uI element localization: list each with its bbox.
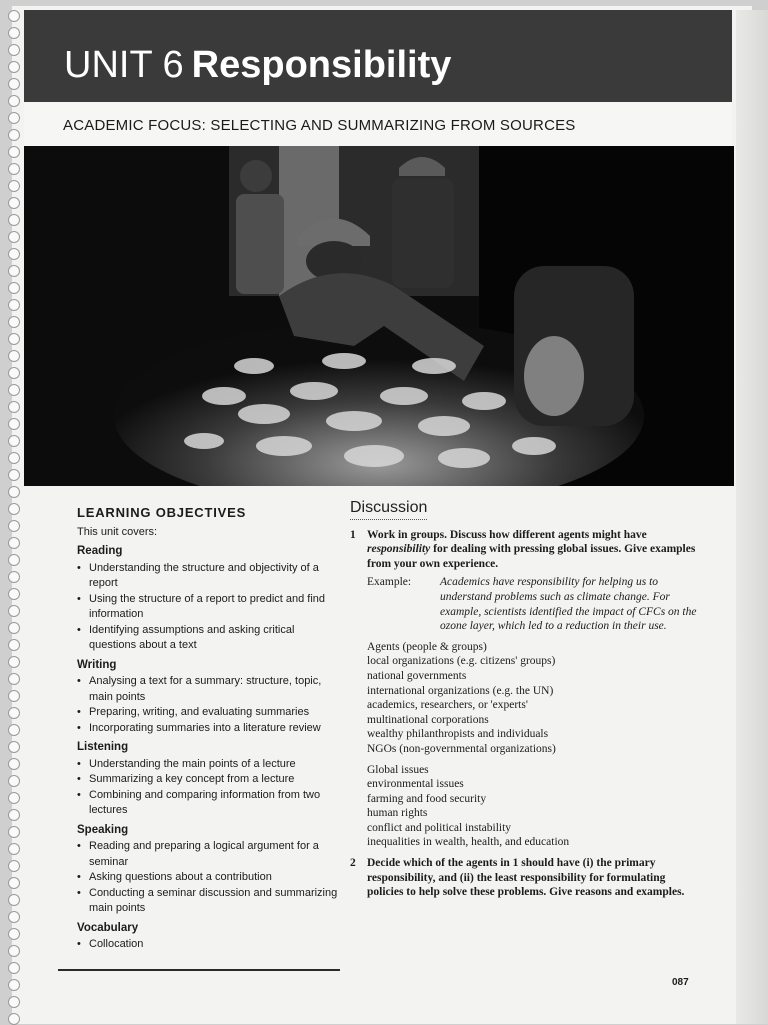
spiral-ring [8, 367, 20, 379]
section-title-reading: Reading [77, 545, 123, 557]
example-block [367, 575, 700, 633]
list-item: international organizations (e.g. the UN) [367, 684, 554, 697]
list-item: • Collocation [87, 937, 339, 953]
spiral-ring [8, 826, 20, 838]
divider [58, 969, 340, 971]
spiral-ring [8, 809, 20, 821]
spiral-ring [8, 112, 20, 124]
spiral-ring [8, 27, 20, 39]
spiral-ring [8, 707, 20, 719]
spiral-ring [8, 78, 20, 90]
spiral-ring [8, 656, 20, 668]
list-item: wealthy philanthropists and individuals [367, 728, 549, 741]
section-title-writing: Writing [77, 658, 117, 671]
page-number: 087 [672, 977, 689, 988]
discussion-section [350, 501, 700, 904]
learning-objectives [77, 505, 339, 953]
spiral-ring [8, 979, 20, 991]
spiral-ring [8, 214, 20, 226]
spiral-ring [8, 860, 20, 872]
spiral-binding [0, 0, 26, 1024]
list-item: environmental issues [367, 778, 464, 791]
spiral-ring [8, 877, 20, 889]
list-item: • Understanding the main points of a lecture [87, 757, 339, 773]
unit-label: UNIT 6 [64, 44, 184, 86]
task-1 [350, 528, 700, 572]
spiral-ring [8, 180, 20, 192]
task-number: 2 [350, 857, 356, 870]
spiral-ring [8, 146, 20, 158]
objectives-intro: This unit covers: [77, 525, 158, 538]
speaking-list [77, 839, 339, 917]
task-text-italic: responsibility [367, 543, 431, 556]
spiral-ring [8, 673, 20, 685]
spiral-ring [8, 486, 20, 498]
spiral-ring [8, 61, 20, 73]
spiral-ring [8, 792, 20, 804]
list-item: • Summarizing a key concept from a lecture [87, 772, 339, 788]
list-item: • Combining and comparing information from two lectures [87, 788, 339, 819]
spiral-ring [8, 333, 20, 345]
list-item: conflict and political instability [367, 821, 512, 834]
spiral-ring [8, 894, 20, 906]
list-item: NGOs (non-governmental organizations) [367, 742, 556, 755]
task-text: Decide which of the agents in 1 should have (i) the primary responsibility, and (ii) the least responsibility for formulating policies to help solve these problems. Give reasons and examples. [367, 857, 685, 899]
list-item: • Analysing a text for a summary: structure, topic, main points [87, 674, 339, 705]
spiral-ring [8, 95, 20, 107]
writing-list [77, 674, 339, 736]
spiral-ring [8, 282, 20, 294]
reading-list [77, 561, 339, 654]
list-item: academics, researchers, or 'experts' [367, 699, 528, 712]
spiral-ring [8, 520, 20, 532]
spiral-ring [8, 384, 20, 396]
spiral-ring [8, 197, 20, 209]
list-item: • Understanding the structure and objectivity of a report [87, 561, 339, 592]
discussion-heading: Discussion [350, 501, 427, 520]
list-item: • Identifying assumptions and asking critical questions about a text [87, 623, 339, 654]
list-item: • Incorporating summaries into a literature review [87, 721, 339, 737]
task-number: 1 [350, 528, 356, 541]
unit-name: Responsibility [191, 44, 452, 86]
spiral-ring [8, 928, 20, 940]
spiral-ring [8, 44, 20, 56]
issues-list [367, 763, 700, 851]
spiral-ring [8, 231, 20, 243]
spiral-ring [8, 299, 20, 311]
list-item: multinational corporations [367, 713, 489, 726]
spiral-ring [8, 690, 20, 702]
photo-illustration [24, 146, 734, 486]
listening-list [77, 757, 339, 819]
page-edge [736, 10, 768, 1024]
vocabulary-list [77, 937, 339, 953]
task-text: Work in groups. Discuss how different agents might have [367, 528, 647, 541]
spiral-ring [8, 401, 20, 413]
spiral-ring [8, 724, 20, 736]
spiral-ring [8, 316, 20, 328]
spiral-ring [8, 265, 20, 277]
spiral-ring [8, 163, 20, 175]
unit-title [64, 46, 451, 84]
list-item: national governments [367, 669, 467, 682]
task-2 [350, 856, 700, 900]
spiral-ring [8, 469, 20, 481]
list-item: • Asking questions about a contribution [87, 870, 339, 886]
spiral-ring [8, 588, 20, 600]
spiral-ring [8, 537, 20, 549]
spiral-ring [8, 350, 20, 362]
academic-focus: ACADEMIC FOCUS: SELECTING AND SUMMARIZING FROM SOURCES [63, 117, 576, 134]
learning-objectives-heading: LEARNING OBJECTIVES [77, 505, 247, 520]
spiral-ring [8, 741, 20, 753]
spiral-ring [8, 843, 20, 855]
spiral-ring [8, 605, 20, 617]
spiral-ring [8, 962, 20, 974]
spiral-ring [8, 129, 20, 141]
agents-list [367, 640, 700, 757]
issues-heading: Global issues [367, 763, 429, 776]
spiral-ring [8, 775, 20, 787]
spiral-ring [8, 571, 20, 583]
section-title-listening: Listening [77, 741, 129, 753]
unit-photo [24, 146, 734, 486]
section-title-vocabulary: Vocabulary [77, 921, 139, 934]
list-item: human rights [367, 807, 428, 820]
spiral-ring [8, 554, 20, 566]
example-text: Academics have responsibility for helping us to understand problems such as climate change. For example, scientists identified the impact of CFCs on the ozone layer, which led to a reduction in their use. [440, 576, 697, 633]
list-item: inequalities in wealth, health, and education [367, 836, 570, 849]
spiral-ring [8, 435, 20, 447]
list-item: • Using the structure of a report to predict and find information [87, 592, 339, 623]
list-item: farming and food security [367, 792, 487, 805]
task-text: for dealing with pressing global issues. Give examples from your own experience. [367, 543, 696, 570]
spiral-ring [8, 10, 20, 22]
spiral-ring [8, 452, 20, 464]
spiral-ring [8, 622, 20, 634]
spiral-ring [8, 248, 20, 260]
spiral-ring [8, 758, 20, 770]
spiral-ring [8, 996, 20, 1008]
list-item: • Conducting a seminar discussion and summarizing main points [87, 886, 339, 917]
spiral-ring [8, 1013, 20, 1025]
spiral-ring [8, 911, 20, 923]
spiral-ring [8, 503, 20, 515]
spiral-ring [8, 418, 20, 430]
list-item: • Preparing, writing, and evaluating summaries [87, 705, 339, 721]
spiral-ring [8, 639, 20, 651]
spiral-ring [8, 945, 20, 957]
section-title-speaking: Speaking [77, 823, 129, 836]
agents-heading: Agents (people & groups) [367, 640, 487, 653]
example-label: Example: [367, 576, 412, 589]
list-item: • Reading and preparing a logical argument for a seminar [87, 839, 339, 870]
list-item: local organizations (e.g. citizens' groups) [367, 655, 556, 668]
